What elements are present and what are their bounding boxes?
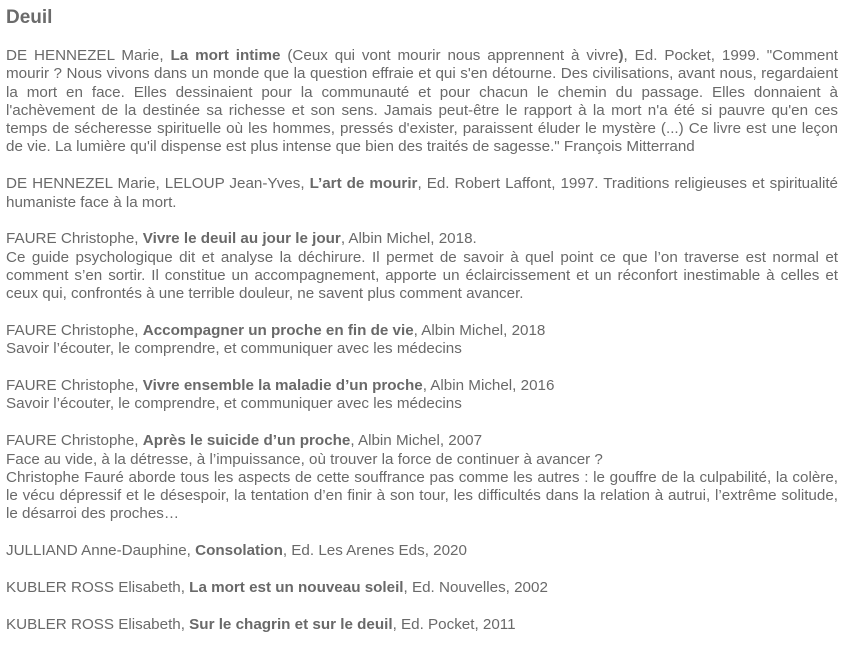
entry-title: La mort est un nouveau soleil	[189, 579, 404, 597]
entry-publisher: , Albin Michel, 2018.	[340, 230, 477, 248]
entry-title: Sur le chagrin et sur le deuil	[189, 615, 393, 633]
page-title: Deuil	[6, 7, 53, 28]
bibliography-entry	[6, 579, 838, 597]
entry-author: DE HENNEZEL Marie,	[6, 47, 171, 64]
entry-citation	[6, 616, 838, 634]
entry-title: Consolation	[195, 542, 283, 560]
entry-publisher: , Albin Michel, 2018	[413, 322, 546, 340]
entry-publisher: , Albin Michel, 2016	[422, 377, 555, 395]
entry-author: FAURE Christophe,	[6, 230, 143, 248]
bibliography-entry	[6, 377, 838, 414]
entry-publisher: , Albin Michel, 2007	[350, 432, 483, 450]
entry-description-extended: Christophe Fauré aborde tous les aspects de cette souffrance pas comme les autres : le gouffre de la culpabilité, la colère, le vécu dépressif et le désespoir, la tentation d’en finir à son tour, les difficultés dans la relation à autrui, l’extrême solitude, le désarroi des proches…	[6, 468, 838, 523]
entry-publisher: , Ed. Les Arenes Eds, 2020	[282, 542, 467, 560]
entry-citation	[6, 432, 838, 450]
bibliography-entry	[6, 47, 838, 157]
bibliography-entry	[6, 322, 838, 359]
entry-citation	[6, 542, 838, 560]
bibliography-entry	[6, 542, 838, 560]
entry-title: Après le suicide d’un proche	[142, 432, 351, 450]
entry-citation	[6, 230, 838, 248]
entry-title: L’art de mourir	[309, 175, 418, 193]
entry-title: La mort intime	[170, 47, 281, 64]
entry-citation	[6, 175, 838, 212]
entry-subtitle-close: )	[618, 47, 624, 64]
entry-author: DE HENNEZEL Marie, LELOUP Jean-Yves,	[6, 175, 310, 193]
entry-publisher: , Ed. Nouvelles, 2002	[403, 579, 548, 597]
entry-publisher: , Ed. Pocket, 1999. "Comment mourir ? Nous vivons dans un monde que la question effraie et qui s'en détourne. Des civilisations, avant nous, regardaient la mort en face. Elles dessinaient pour la communauté et pour chacun le chemin du passage. Elles donnaient à l'achèvement de la destinée sa richesse et son sens. Jamais peut-être le rapport à la mort n'a été si pauvre qu'en ces temps de sécheresse spirituelle où les hommes, pressés d'exister, paraissent éluder le mystère (...) Ce livre est une leçon de vie. La lumière qu'il dispense est plus intense que bien des traités de sagesse." François Mitterrand	[6, 47, 838, 156]
entry-subtitle: (Ceux qui vont mourir nous apprennent à vivre	[280, 47, 619, 64]
bibliography-entry	[6, 175, 838, 212]
entry-author: JULLIAND Anne-Dauphine,	[6, 542, 196, 560]
entry-description: Savoir l’écouter, le comprendre, et communiquer avec les médecins	[6, 340, 462, 358]
entry-description: Face au vide, à la détresse, à l’impuissance, où trouver la force de continuer à avancer ?	[6, 450, 603, 468]
bibliography-entry	[6, 230, 838, 303]
entry-author: KUBLER ROSS Elisabeth,	[6, 579, 190, 597]
entry-citation	[6, 579, 838, 597]
entry-publisher: , Ed. Robert Laffont, 1997. Traditions religieuses et spiritualité humaniste face à la mort.	[6, 175, 838, 211]
entry-description: Ce guide psychologique dit et analyse la déchirure. Il permet de savoir à quel point ce que l’on traverse est normal et comment s’en sortir. Il constitue un accompagnement, apporte un éclaircissement et un réconfort inestimable à celles et ceux qui, confrontés à une terrible douleur, ne savent plus comment avancer.	[6, 248, 838, 303]
entry-author: FAURE Christophe,	[6, 322, 143, 340]
entry-publisher: , Ed. Pocket, 2011	[392, 615, 516, 633]
bibliography-entry	[6, 432, 838, 523]
entry-title: Vivre le deuil au jour le jour	[142, 230, 341, 248]
entry-author: FAURE Christophe,	[6, 432, 143, 450]
entry-citation	[6, 322, 838, 340]
entry-author: KUBLER ROSS Elisabeth,	[6, 615, 190, 633]
entry-citation	[6, 377, 838, 395]
entry-citation	[6, 47, 838, 157]
bibliography-entry	[6, 616, 838, 634]
entry-title: Accompagner un proche en fin de vie	[142, 322, 414, 340]
entry-author: FAURE Christophe,	[6, 377, 143, 395]
entry-description: Savoir l’écouter, le comprendre, et communiquer avec les médecins	[6, 395, 462, 413]
entry-title: Vivre ensemble la maladie d’un proche	[142, 377, 423, 395]
